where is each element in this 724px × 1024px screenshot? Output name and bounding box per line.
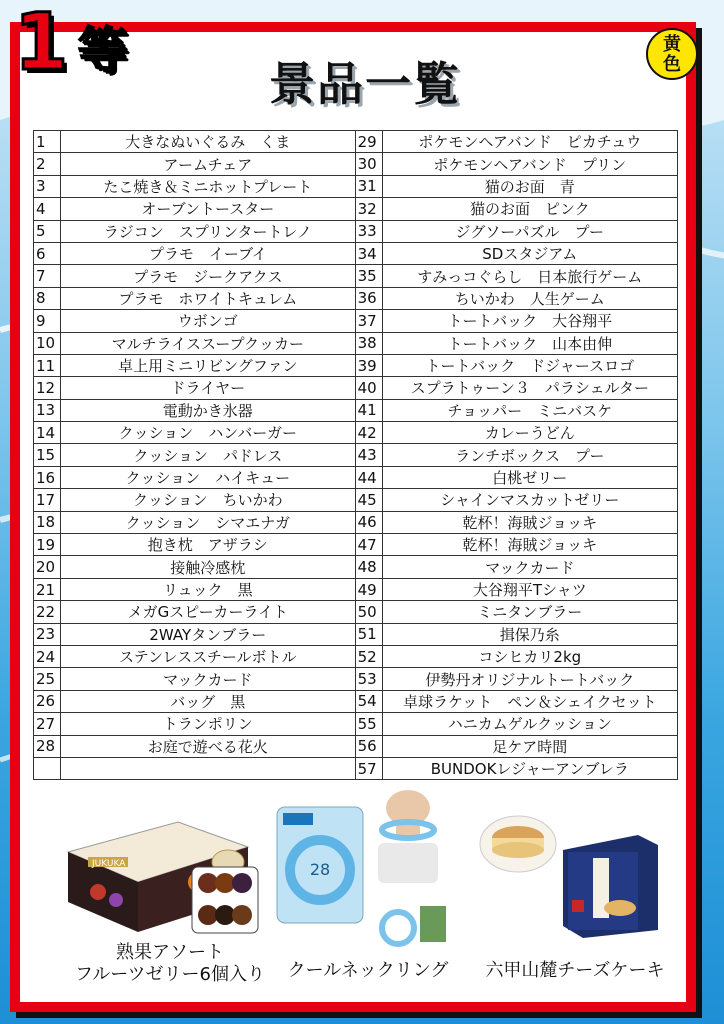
prize-number: 36 (355, 287, 382, 309)
table-row (34, 422, 678, 444)
table-row (34, 690, 678, 712)
prize-name: すみっコぐらし 日本旅行ゲーム (382, 265, 677, 287)
prize-number: 39 (355, 354, 382, 376)
prize-number: 56 (355, 735, 382, 757)
table-row (34, 131, 678, 153)
prize-number: 18 (34, 511, 61, 533)
prize-number: 12 (34, 377, 61, 399)
prize-number: 47 (355, 534, 382, 556)
prize-number: 27 (34, 713, 61, 735)
table-row (34, 310, 678, 332)
prize-number: 23 (34, 623, 61, 645)
prize-number: 40 (355, 377, 382, 399)
prize-name: ラジコン スプリンタートレノ (60, 220, 355, 242)
cheesecake-plate-image (478, 804, 558, 874)
prize-number: 8 (34, 287, 61, 309)
prize-number: 41 (355, 399, 382, 421)
prize-number: 19 (34, 534, 61, 556)
table-row (34, 601, 678, 623)
prize-number: 10 (34, 332, 61, 354)
prize-name: たこ焼き＆ミニホットプレート (60, 175, 355, 197)
table-row (34, 153, 678, 175)
table-row (34, 242, 678, 264)
neck-ring-model-image (368, 788, 448, 948)
jelly-cups-image (190, 865, 260, 935)
prize-number: 15 (34, 444, 61, 466)
prize-name: ポケモンヘアバンド プリン (382, 153, 677, 175)
prize-number: 20 (34, 556, 61, 578)
prize-name: BUNDOKレジャーアンブレラ (382, 757, 677, 779)
prize-name: SDスタジアム (382, 242, 677, 264)
jelly-caption (70, 942, 270, 986)
prize-number: 17 (34, 489, 61, 511)
prize-number: 55 (355, 713, 382, 735)
prize-number: 21 (34, 578, 61, 600)
prize-name: 揖保乃糸 (382, 623, 677, 645)
table-row (34, 735, 678, 757)
prize-name: ハニカムゲルクッション (382, 713, 677, 735)
prize-number: 6 (34, 242, 61, 264)
table-row (34, 578, 678, 600)
prize-name: 抱き枕 アザラシ (60, 534, 355, 556)
prize-number: 52 (355, 645, 382, 667)
prize-number: 22 (34, 601, 61, 623)
prize-name: チョッパー ミニバスケ (382, 399, 677, 421)
neck-ring-temp: 28 (309, 860, 331, 879)
prize-name: トートバック 大谷翔平 (382, 310, 677, 332)
prize-name: ポケモンヘアバンド ピカチュウ (382, 131, 677, 153)
prize-number: 57 (355, 757, 382, 779)
jelly-box-label: JUKUKA (92, 859, 126, 869)
table-row (34, 377, 678, 399)
prize-number: 46 (355, 511, 382, 533)
table-row (34, 444, 678, 466)
prize-name: 伊勢丹オリジナルトートバック (382, 668, 677, 690)
badge-char-2: 色 (663, 54, 681, 75)
table-row (34, 757, 678, 779)
prize-name (60, 757, 355, 779)
prize-name: マックカード (60, 668, 355, 690)
prize-number: 44 (355, 466, 382, 488)
prize-name: 卓上用ミニリビングファン (60, 354, 355, 376)
prize-number: 43 (355, 444, 382, 466)
prize-name: カレーうどん (382, 422, 677, 444)
prize-number: 1 (34, 131, 61, 153)
prize-number: 28 (34, 735, 61, 757)
jelly-caption-line1: 熟果アソート (116, 942, 224, 963)
prize-name: 猫のお面 青 (382, 175, 677, 197)
prize-name: トートバック 山本由伸 (382, 332, 677, 354)
prize-number: 31 (355, 175, 382, 197)
table-row (34, 198, 678, 220)
prize-number: 7 (34, 265, 61, 287)
table-row (34, 645, 678, 667)
table-row (34, 534, 678, 556)
prize-number: 45 (355, 489, 382, 511)
prize-name: 電動かき氷器 (60, 399, 355, 421)
prize-name: プラモ イーブイ (60, 242, 355, 264)
prize-name: メガGスピーカーライト (60, 601, 355, 623)
prize-number: 35 (355, 265, 382, 287)
prize-number: 34 (355, 242, 382, 264)
prize-name: クッション ハイキュー (60, 466, 355, 488)
prize-name: 大谷翔平Tシャツ (382, 578, 677, 600)
prize-name: コシヒカリ2kg (382, 645, 677, 667)
prize-number: 11 (34, 354, 61, 376)
prize-name: ちいかわ 人生ゲーム (382, 287, 677, 309)
prize-name: マックカード (382, 556, 677, 578)
prize-number: 54 (355, 690, 382, 712)
table-row (34, 511, 678, 533)
prize-name: リュック 黒 (60, 578, 355, 600)
prize-name: オーブントースター (60, 198, 355, 220)
prize-name: トランポリン (60, 713, 355, 735)
cheesecake-caption: 六甲山麓チーズケーキ (485, 960, 665, 981)
table-row (34, 220, 678, 242)
product-showcase (30, 780, 680, 1000)
prize-number: 42 (355, 422, 382, 444)
prize-name: スプラトゥーン３ パラシェルター (382, 377, 677, 399)
prize-table (33, 130, 678, 780)
prize-name: アームチェア (60, 153, 355, 175)
neck-ring-caption: クールネックリング (287, 960, 449, 981)
table-row (34, 332, 678, 354)
prize-name: ミニタンブラー (382, 601, 677, 623)
prize-name: 足ケア時間 (382, 735, 677, 757)
table-row (34, 623, 678, 645)
prize-name: バッグ 黒 (60, 690, 355, 712)
prize-number: 48 (355, 556, 382, 578)
prize-name: ランチボックス プー (382, 444, 677, 466)
prize-name: 接触冷感枕 (60, 556, 355, 578)
prize-number: 49 (355, 578, 382, 600)
prize-name: ジグソーパズル プー (382, 220, 677, 242)
rank-suffix: 等 (78, 22, 128, 80)
prize-number: 26 (34, 690, 61, 712)
prize-name: クッション シマエナガ (60, 511, 355, 533)
table-row (34, 265, 678, 287)
badge-char-1: 黄 (663, 34, 681, 55)
prize-name: 卓球ラケット ペン＆シェイクセット (382, 690, 677, 712)
prize-number: 51 (355, 623, 382, 645)
prize-number: 2 (34, 153, 61, 175)
prize-name: 乾杯！海賊ジョッキ (382, 511, 677, 533)
prize-number: 37 (355, 310, 382, 332)
jelly-caption-line2: フルーツゼリー6個入り (74, 964, 265, 985)
prize-name: トートバック ドジャースロゴ (382, 354, 677, 376)
prize-number: 14 (34, 422, 61, 444)
table-row (34, 489, 678, 511)
prize-name: プラモ ホワイトキュレム (60, 287, 355, 309)
prize-name: 大きなぬいぐるみ くま (60, 131, 355, 153)
table-row (34, 399, 678, 421)
table-row (34, 713, 678, 735)
prize-name: ドライヤー (60, 377, 355, 399)
color-badge (646, 28, 698, 80)
prize-number (34, 757, 61, 779)
rank-number: 1 (14, 0, 69, 88)
prize-name: クッション ハンバーガー (60, 422, 355, 444)
table-row (34, 175, 678, 197)
prize-number: 24 (34, 645, 61, 667)
prize-name: ウボンゴ (60, 310, 355, 332)
cool-neck-ring-package-image (275, 805, 365, 925)
cheesecake-box-image (558, 830, 663, 940)
prize-name: プラモ ジークアクス (60, 265, 355, 287)
prize-number: 13 (34, 399, 61, 421)
table-row (34, 556, 678, 578)
prize-name: クッション ちいかわ (60, 489, 355, 511)
prize-number: 32 (355, 198, 382, 220)
prize-number: 5 (34, 220, 61, 242)
table-row (34, 668, 678, 690)
prize-name: お庭で遊べる花火 (60, 735, 355, 757)
prize-name: シャインマスカットゼリー (382, 489, 677, 511)
prize-number: 25 (34, 668, 61, 690)
prize-number: 30 (355, 153, 382, 175)
table-row (34, 466, 678, 488)
prize-name: 白桃ゼリー (382, 466, 677, 488)
prize-number: 3 (34, 175, 61, 197)
prize-name: ステンレススチールボトル (60, 645, 355, 667)
prize-number: 38 (355, 332, 382, 354)
prize-number: 16 (34, 466, 61, 488)
table-row (34, 354, 678, 376)
table-row (34, 287, 678, 309)
prize-name: 猫のお面 ピンク (382, 198, 677, 220)
prize-name: マルチライススープクッカー (60, 332, 355, 354)
prize-number: 9 (34, 310, 61, 332)
prize-name: 2WAYタンブラー (60, 623, 355, 645)
prize-name: 乾杯！海賊ジョッキ (382, 534, 677, 556)
prize-name: クッション パドレス (60, 444, 355, 466)
prize-number: 53 (355, 668, 382, 690)
prize-number: 4 (34, 198, 61, 220)
prize-number: 50 (355, 601, 382, 623)
prize-number: 33 (355, 220, 382, 242)
prize-number: 29 (355, 131, 382, 153)
page-title: 景品一覧 (269, 57, 461, 111)
